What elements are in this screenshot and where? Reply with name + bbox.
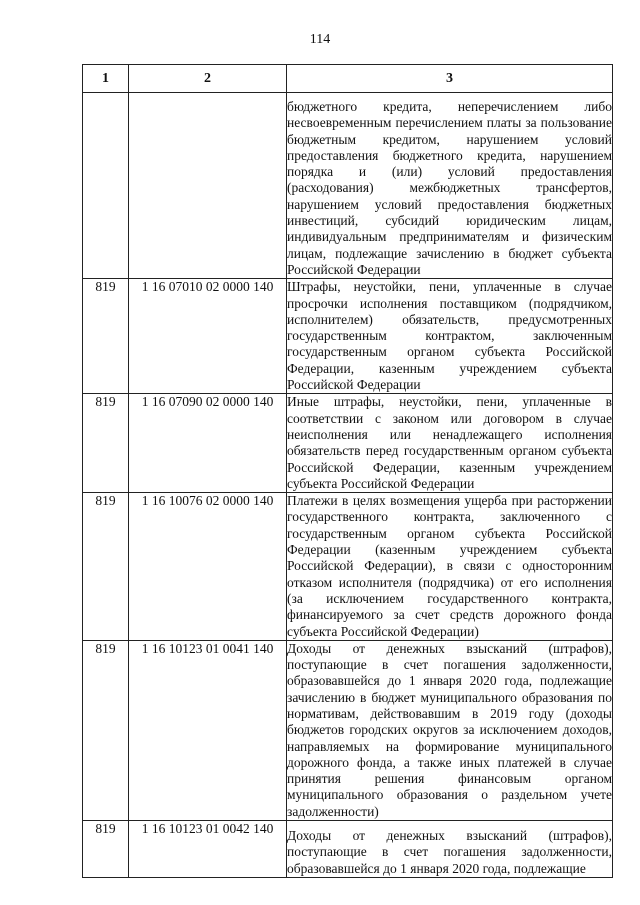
table-row [83,394,613,493]
description-cell: Платежи в целях возмещения ущерба при расторжении государственного контракта, заключенного с государственным органом субъекта Российской Федерации (казенным учреждением субъекта Российской Федерации), в связи с односторонним отказом исполнителя (подрядчика) от его исполнения (за исключением государственного контракта, финансируемого за счет средств дорожного фонда субъекта Российской Федерации) [287,493,612,639]
kbk-code-cell: 1 16 10076 02 0000 140 [129,493,287,641]
header-col-2: 2 [129,65,287,93]
table-row [83,640,613,820]
kbk-code-cell: 1 16 07010 02 0000 140 [129,279,287,394]
table-row [83,493,613,641]
header-col-1: 1 [83,65,129,93]
admin-code-cell: 819 [83,640,129,820]
admin-code-cell: 819 [83,821,129,878]
kbk-code-cell [129,93,287,279]
table-header-row [83,65,613,93]
admin-code-cell: 819 [83,394,129,493]
admin-code-cell: 819 [83,279,129,394]
admin-code-cell: 819 [83,493,129,641]
table-row [83,821,613,878]
description-cell: бюджетного кредита, неперечислением либо несвоевременным перечислением платы за пользование бюджетным кредитом, нарушением условий предоставления бюджетного кредита, нарушением порядка и (или) условий предоставления (расходования) межбюджетных трансфертов, нарушением условий предоставления бюджетных инвестиций, субсидий юридическим лицам, индивидуальным предпринимателям и физическим лицам, подлежащие зачислению в бюджет субъекта Российской Федерации [287,93,613,279]
description-cell: Иные штрафы, неустойки, пени, уплаченные в соответствии с законом или договором в случае неисполнения или ненадлежащего исполнения обязательств перед государственным органом субъекта Российской Федерации, казенным учреждением субъекта Российской Федерации [287,394,612,491]
table-row [83,93,613,279]
description-cell: Доходы от денежных взысканий (штрафов), поступающие в счет погашения задолженности, образовавшейся до 1 января 2020 года, подлежащие зачислению в бюджет муниципального образования по нормативам, действовавшим в 2019 году (доходы бюджетов городских округов за исключением доходов, направляемых на формирование муниципального дорожного фонда, а также иных платежей в случае принятия решения финансовым органом муниципального образования о раздельном учете задолженности) [287,640,612,819]
kbk-code-cell: 1 16 10123 01 0042 140 [129,821,287,878]
page-number: 114 [309,32,331,47]
kbk-code-cell: 1 16 07090 02 0000 140 [129,394,287,493]
description-cell: Доходы от денежных взысканий (штрафов), поступающие в счет погашения задолженности, образовавшейся до 1 января 2020 года, подлежащие [287,821,613,878]
budget-codes-table [82,64,613,878]
description-cell: Штрафы, неустойки, пени, уплаченные в случае просрочки исполнения поставщиком (подрядчиком, исполнителем) обязательств, предусмотренных государственным контрактом, заключенным государственным органом субъекта Российской Федерации, казенным учреждением субъекта Российской Федерации [287,279,612,393]
kbk-code-cell: 1 16 10123 01 0041 140 [129,640,287,820]
table-row [83,279,613,394]
header-col-3: 3 [287,65,613,93]
admin-code-cell [83,93,129,279]
